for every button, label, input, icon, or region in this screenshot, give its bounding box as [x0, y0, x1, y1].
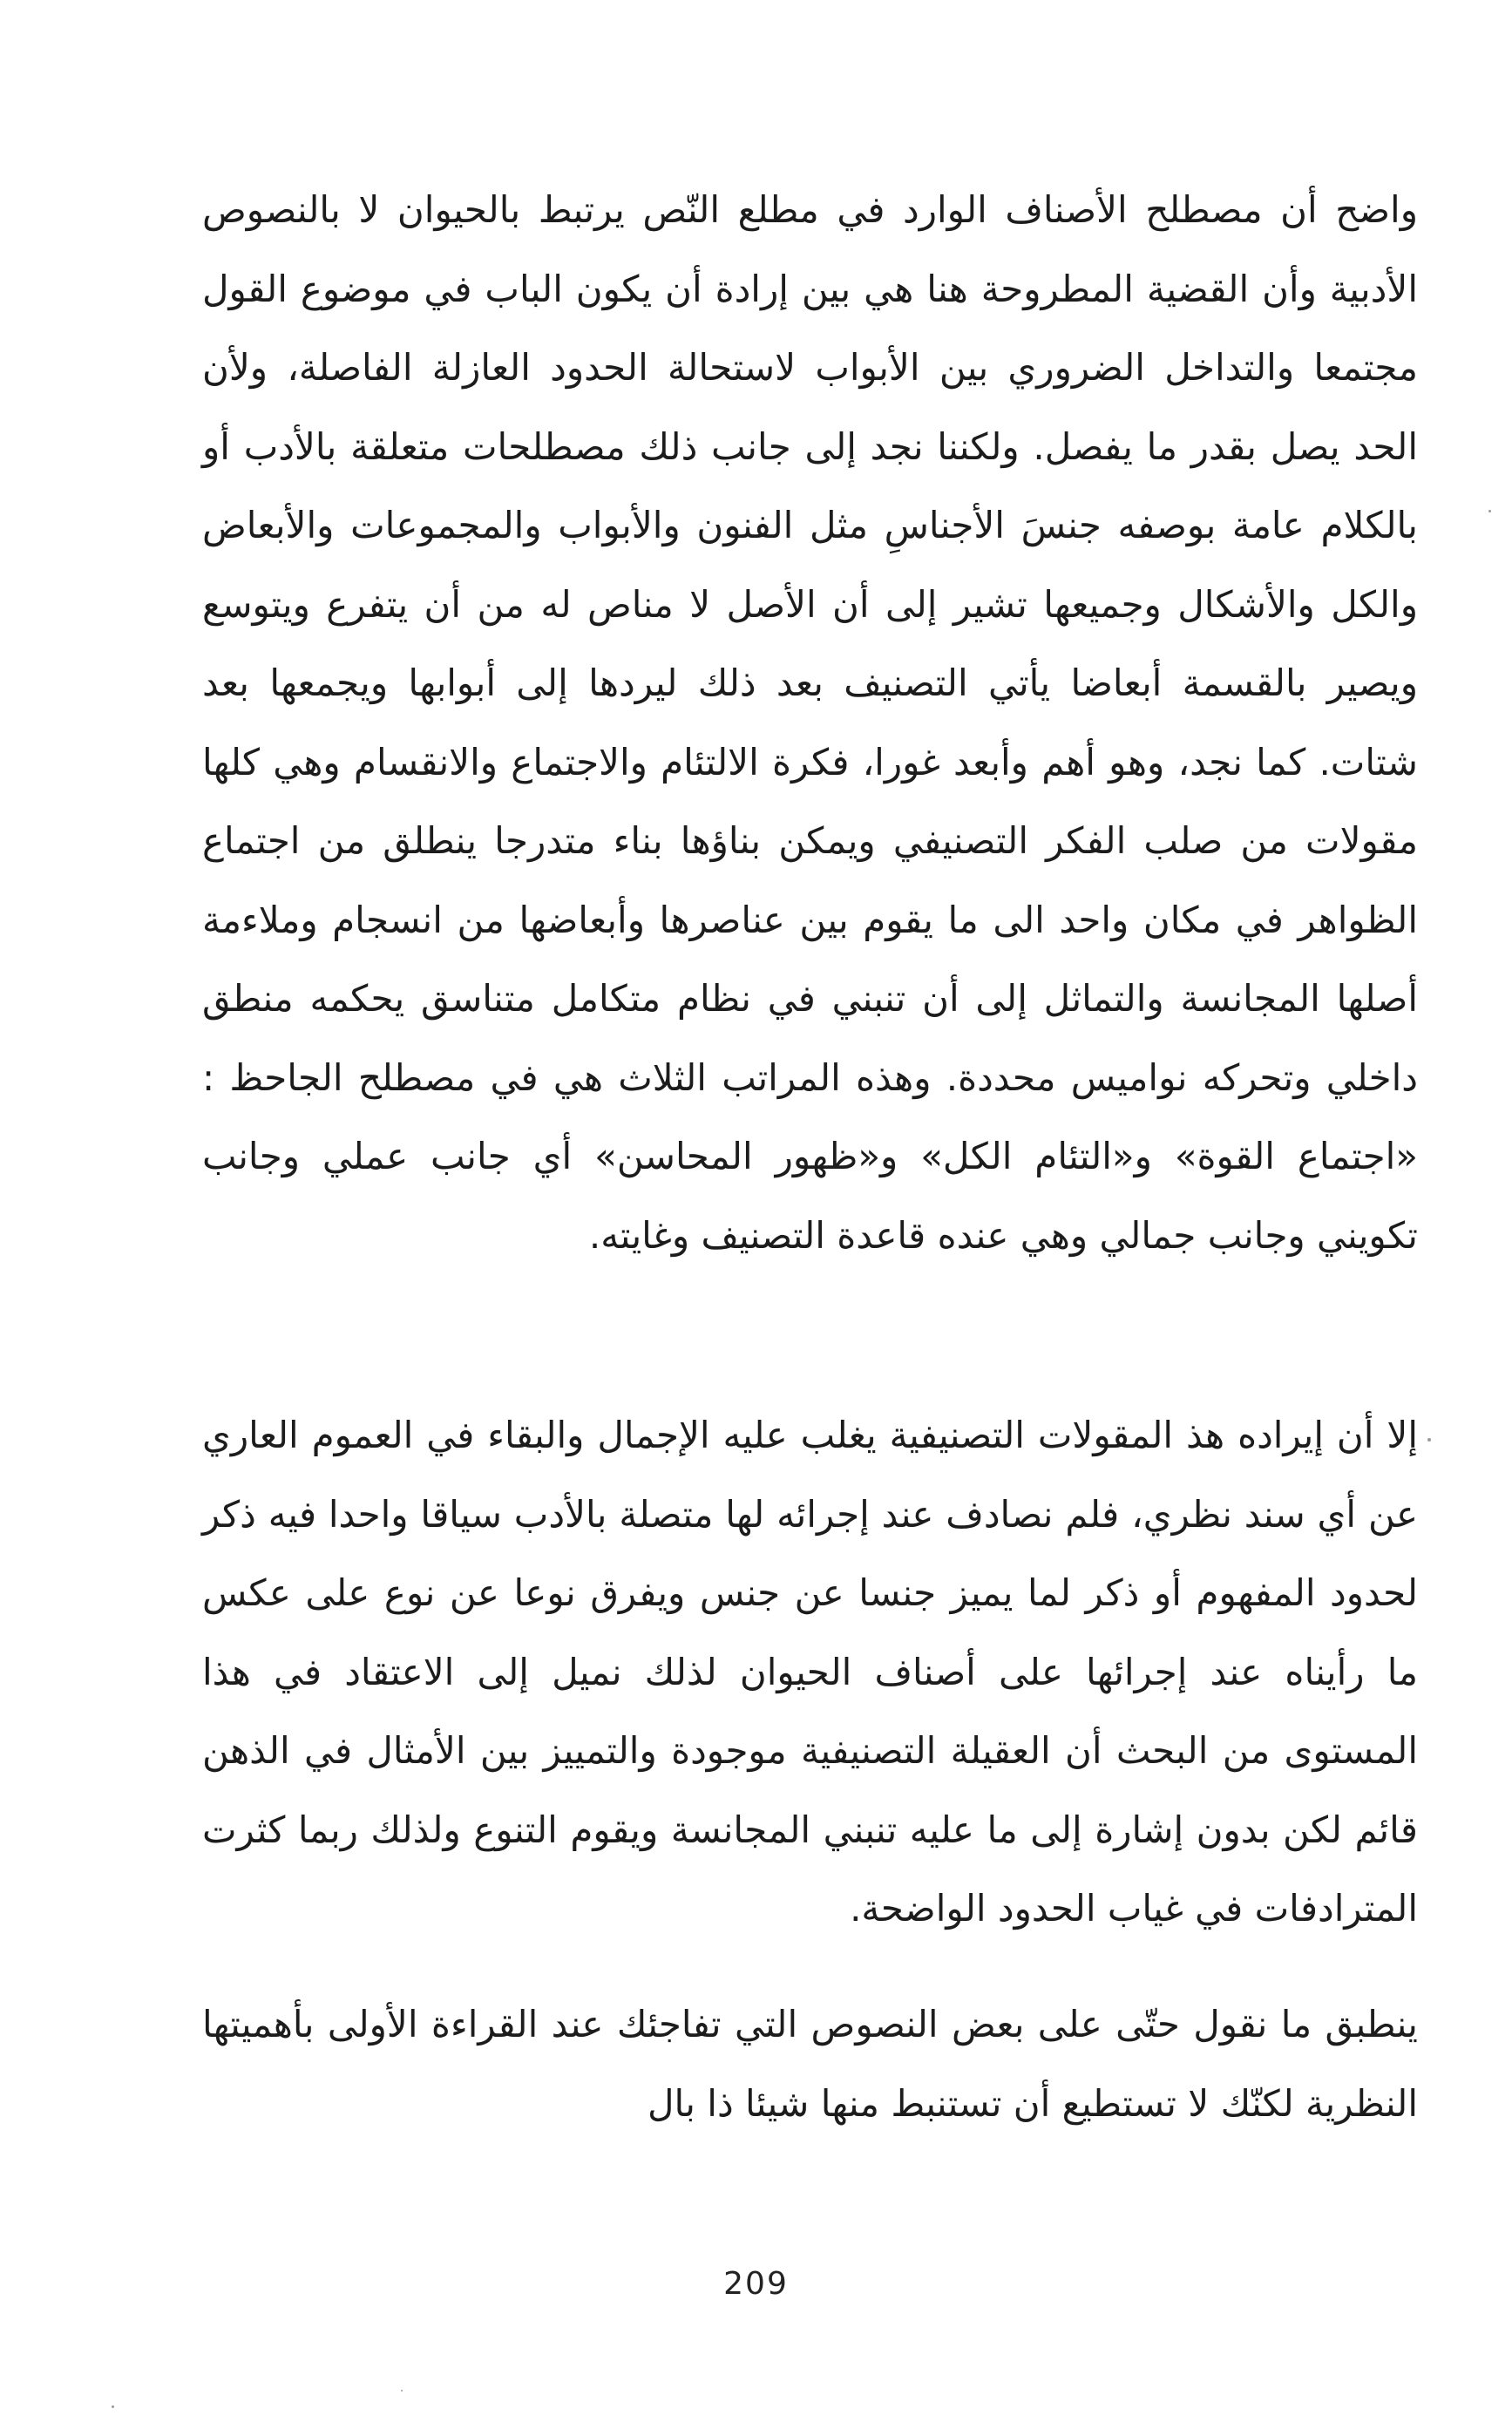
body-text: [202, 1396, 1418, 1949]
paragraph-3: ينطبق ما نقول حتّى على بعض النصوص التي تفاجئك عند القراءة الأولى بأهميتها النظرية لكنّك لا تستطيع أن تستنبط منها شيئا ذا بال: [202, 2003, 1418, 2125]
scan-speck: [1427, 1438, 1431, 1442]
paragraph-1: واضح أن مصطلح الأصناف الوارد في مطلع النّص يرتبط بالحيوان لا بالنصوص الأدبية وأن القضية المطروحة هنا هي بين إرادة أن يكون الباب في موضوع القول مجتمعا والتداخل الضروري بين الأبواب لاستحالة الحدود العازلة الفاصلة، ولأن الحد يصل بقدر ما يفصل. ولكننا نجد إلى جانب ذلك مصطلحات متعلقة بالأدب أو بالكلام عامة بوصفه جنسَ الأجناسِ مثل الفنون والأبواب والمجموعات والأبعاض والكل والأشكال وجميعها تشير إلى أن الأصل لا مناص له من أن يتفرع ويتوسع ويصير بالقسمة أبعاضا يأتي التصنيف بعد ذلك ليردها إلى أبوابها ويجمعها بعد شتات. كما نجد، وهو أهم وأبعد غورا، فكرة الالتئام والاجتماع والانقسام وهي كلها مقولات من صلب الفكر التصنيفي ويمكن بناؤها بناء متدرجا ينطلق من اجتماع الظواهر في مكان واحد الى ما يقوم بين عناصرها وأبعاضها من انسجام وملاءمة أصلها المجانسة والتماثل إلى أن تنبني في نظام متكامل متناسق يحكمه منطق داخلي وتحركه نواميس محددة. وهذه المراتب الثلاث هي في مصطلح الجاحظ : «اجتماع القوة» و«التئام الكل» و«ظهور المحاسن» أي جانب عملي وجانب تكويني وجانب جمالي وهي عنده قاعدة التصنيف وغايته.: [202, 188, 1418, 1257]
scan-speck: [401, 2390, 403, 2391]
scan-speck: [112, 2405, 114, 2408]
paragraph-2: إلا أن إيراده هذ المقولات التصنيفية يغلب عليه الإجمال والبقاء في العموم العاري عن أي سند نظري، فلم نصادف عند إجرائه لها متصلة بالأدب سياقا واحدا فيه ذكر لحدود المفهوم أو ذكر لما يميز جنسا عن جنس ويفرق نوعا عن نوع على عكس ما رأيناه عند إجرائها على أصناف الحيوان لذلك نميل إلى الاعتقاد في هذا المستوى من البحث أن العقيلة التصنيفية موجودة والتمييز بين الأمثال في الذهن قائم لكن بدون إشارة إلى ما عليه تنبني المجانسة ويقوم التنوع ولذلك ربما كثرت المترادفات في غياب الحدود الواضحة.: [202, 1414, 1418, 1930]
scan-speck: [1488, 510, 1491, 512]
body-text: [202, 171, 1418, 1275]
body-text: [202, 1985, 1418, 2143]
page-number: 209: [723, 2266, 789, 2302]
